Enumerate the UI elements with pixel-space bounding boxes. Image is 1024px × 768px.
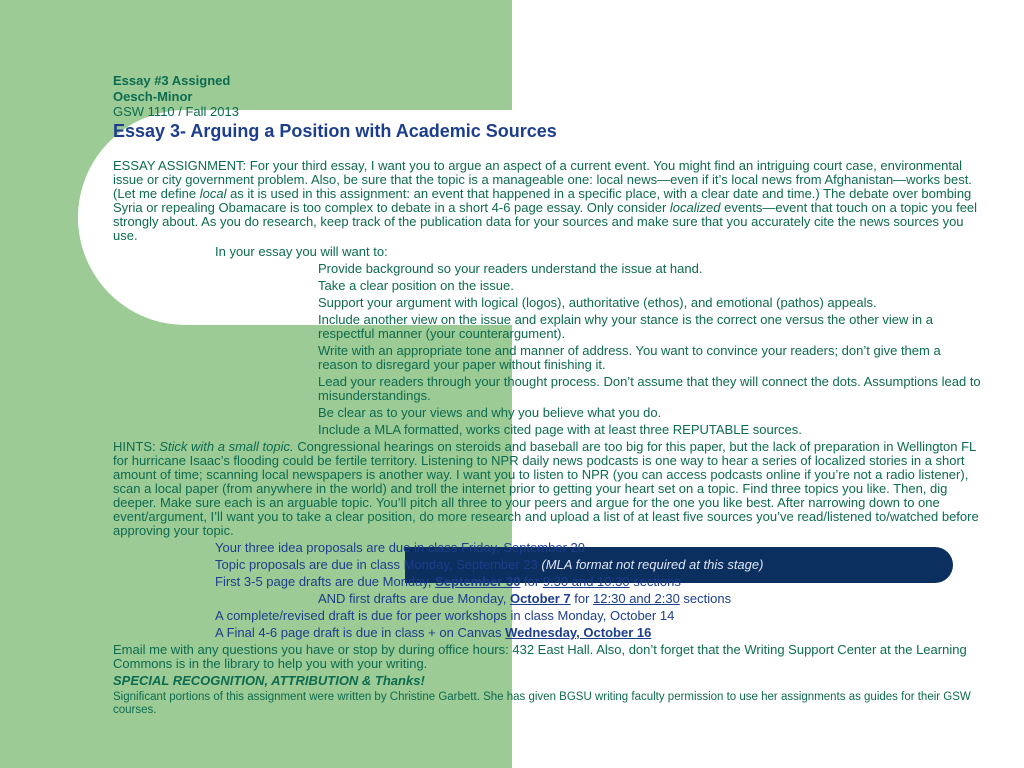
- essay-number-heading: Essay #3 Assigned: [113, 73, 231, 88]
- email-paragraph: Email me with any questions you have or stop by during office hours: 432 East Hall. Also, don’t forget that the Writing Support Center at the Learning Commons is in the library to help you with your writing.: [113, 642, 967, 671]
- requirements-list: [113, 262, 983, 437]
- deadlines-list: [113, 541, 983, 640]
- hints-emphasis: Stick with a small topic.: [159, 439, 294, 454]
- list-item: Be clear as to your views and why you believe what you do.: [318, 405, 662, 420]
- recognition-heading: SPECIAL RECOGNITION, ATTRIBUTION & Thanks!: [113, 673, 425, 688]
- document-content: [113, 73, 983, 717]
- deadline-final-draft: A Final 4-6 page draft is due in class + on Canvas Wednesday, October 16: [215, 625, 652, 640]
- course-section-heading: Oesch-Minor: [113, 89, 193, 104]
- list-item: Take a clear position on the issue.: [318, 278, 514, 293]
- assignment-text-3: events—event that touch on a topic you feel strongly about. As you do research, keep track of the publication data for your sources and make sure that you accurately cite the news sources you use.: [113, 200, 978, 243]
- course-term-heading: GSW 1110 / Fall 2013: [113, 104, 239, 119]
- deadline-first-drafts-second: AND first drafts are due Monday, October 7 for 12:30 and 2:30 sections: [318, 591, 732, 606]
- list-item: Write with an appropriate tone and manner of address. You want to convince your readers; don’t give them a reason to disregard your paper without finishing it.: [318, 343, 941, 372]
- assignment-local-emphasis: local: [199, 186, 227, 201]
- assignment-text-1: ESSAY ASSIGNMENT: For your third essay, I want you to argue an aspect of a current event. You might find an intriguing court case, environmental issue or city government problem. Also, be sure that the topic is a manageable one: local news—even if it’s local news from Afghanistan—works best. (Let me define: [113, 158, 972, 201]
- hints-paragraph: [113, 440, 983, 538]
- deadline-topic-proposals: Topic proposals are due in class Monday, September 23 (MLA format not required at this stage): [215, 557, 764, 572]
- hints-text: Congressional hearings on steroids and baseball are too big for this paper, but the lack of preparation in Wellington FL for hurricane Isaac’s flooding could be fertile territory. Listening to NPR daily news podcasts is one way to hear a series of localized stories in a short amount of time; scanning local newspapers is another way. I want you to listen to NPR (you can access podcasts online if you’re not a radio listener), scan a local paper (from anywhere in the world) and troll the internet prior to getting your heart set on a topic. Find three topics you like. Then, dig deeper. Make sure each is an arguable topic. You’ll pitch all three to your peers and argue for the one you like best. After narrowing down to one event/argument, I’ll want you to take a clear position, do more research and upload a list of at least five sources you’ve read/listened to/watched before approving your topic.: [113, 439, 979, 538]
- assignment-localized-emphasis: localized: [669, 200, 721, 215]
- assignment-text-2: as it is used in this assignment: an event that happened in a specific place, with a clear date and time.) The debate over bombing Syria or repealing Obamacare is too complex to debate in a short 4-6 page essay. Only consider: [113, 186, 972, 215]
- page-title: Essay 3- Arguing a Position with Academic Sources: [113, 121, 557, 141]
- hints-label: HINTS:: [113, 439, 160, 454]
- deadline-peer-workshop: A complete/revised draft is due for peer workshops in class Monday, October 14: [215, 608, 675, 623]
- list-item: Provide background so your readers understand the issue at hand.: [318, 261, 703, 276]
- credit-paragraph: Significant portions of this assignment were written by Christine Garbett. She has given BGSU writing faculty permission to use her assignments as guides for their GSW courses.: [113, 691, 971, 716]
- deadline-idea-proposals: Your three idea proposals are due in class Friday, September 20: [215, 540, 585, 555]
- list-item: Include a MLA formatted, works cited page with at least three REPUTABLE sources.: [318, 422, 802, 437]
- want-intro: In your essay you will want to:: [215, 244, 388, 259]
- assignment-paragraph: [113, 159, 983, 243]
- list-item: Lead your readers through your thought process. Don’t assume that they will connect the dots. Assumptions lead to misunderstandings.: [318, 374, 981, 403]
- list-item: Include another view on the issue and explain why your stance is the correct one versus the other view in a respectful manner (your counterargument).: [318, 312, 933, 341]
- list-item: Support your argument with logical (logos), authoritative (ethos), and emotional (pathos) appeals.: [318, 295, 877, 310]
- deadline-first-drafts: First 3-5 page drafts are due Monday, September 30 for 9:30 and 10:30 sections: [215, 574, 681, 589]
